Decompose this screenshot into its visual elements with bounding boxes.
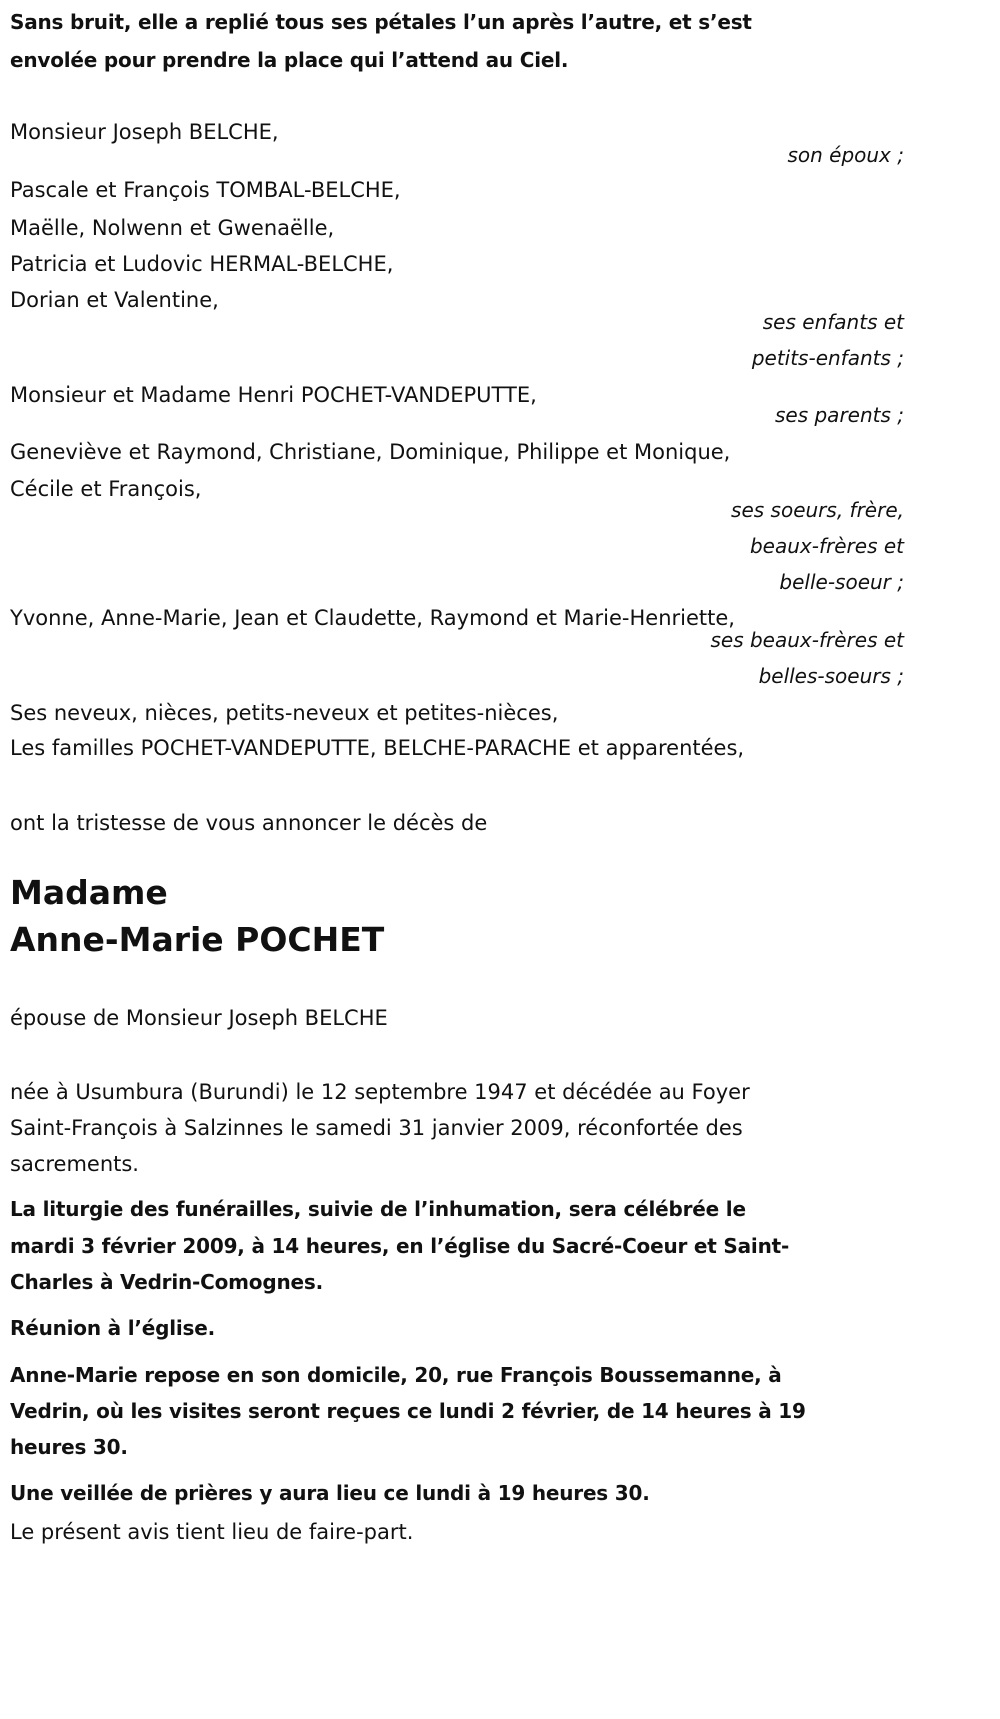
inlaws: Yvonne, Anne-Marie, Jean et Claudette, Raymond et Marie-Henriette,: [10, 606, 735, 630]
sibling-line: Cécile et François,: [10, 477, 202, 501]
role-label: ses beaux-frères et: [710, 628, 904, 652]
role-label: belles-soeurs ;: [758, 664, 904, 688]
spouse-of: épouse de Monsieur Joseph BELCHE: [10, 1006, 388, 1030]
birth-death-line: née à Usumbura (Burundi) le 12 septembre 1947 et décédée au Foyer: [10, 1080, 750, 1104]
role-label: petits-enfants ;: [751, 346, 904, 370]
meeting: Réunion à l’église.: [10, 1316, 216, 1340]
others-line: Ses neveux, nièces, petits-neveux et petites-nièces,: [10, 701, 559, 725]
child-line: Pascale et François TOMBAL-BELCHE,: [10, 178, 401, 202]
birth-death-line: sacrements.: [10, 1152, 139, 1176]
role-label: son époux ;: [787, 143, 904, 167]
role-label: ses enfants et: [762, 310, 904, 334]
sibling-line: Geneviève et Raymond, Christiane, Dominique, Philippe et Monique,: [10, 440, 731, 464]
visits-line: heures 30.: [10, 1435, 128, 1459]
intro-line: envolée pour prendre la place qui l’attend au Ciel.: [10, 48, 569, 72]
role-label: ses soeurs, frère,: [731, 498, 904, 522]
husband: Monsieur Joseph BELCHE,: [10, 120, 279, 144]
child-line: Patricia et Ludovic HERMAL-BELCHE,: [10, 252, 394, 276]
visits-line: Anne-Marie repose en son domicile, 20, rue François Boussemanne, à: [10, 1363, 782, 1387]
child-line: Dorian et Valentine,: [10, 288, 219, 312]
announcement: ont la tristesse de vous annoncer le décès de: [10, 811, 488, 835]
visits-line: Vedrin, où les visites seront reçues ce lundi 2 février, de 14 heures à 19: [10, 1399, 806, 1423]
intro-line: Sans bruit, elle a replié tous ses pétales l’un après l’autre, et s’est: [10, 10, 752, 34]
role-label: belle-soeur ;: [779, 570, 904, 594]
others-line: Les familles POCHET-VANDEPUTTE, BELCHE-PARACHE et apparentées,: [10, 736, 745, 760]
child-line: Maëlle, Nolwenn et Gwenaëlle,: [10, 216, 335, 240]
closing: Le présent avis tient lieu de faire-part.: [10, 1520, 414, 1544]
funeral-line: Charles à Vedrin-Comognes.: [10, 1270, 323, 1294]
deceased-title: Madame: [10, 873, 168, 912]
vigil: Une veillée de prières y aura lieu ce lundi à 19 heures 30.: [10, 1481, 650, 1505]
birth-death-line: Saint-François à Salzinnes le samedi 31 janvier 2009, réconfortée des: [10, 1116, 743, 1140]
parents: Monsieur et Madame Henri POCHET-VANDEPUTTE,: [10, 383, 537, 407]
deceased-name: Anne-Marie POCHET: [10, 920, 385, 959]
funeral-line: mardi 3 février 2009, à 14 heures, en l’église du Sacré-Coeur et Saint-: [10, 1234, 790, 1258]
role-label: beaux-frères et: [749, 534, 904, 558]
funeral-line: La liturgie des funérailles, suivie de l’inhumation, sera célébrée le: [10, 1197, 746, 1221]
role-label: ses parents ;: [774, 403, 904, 427]
